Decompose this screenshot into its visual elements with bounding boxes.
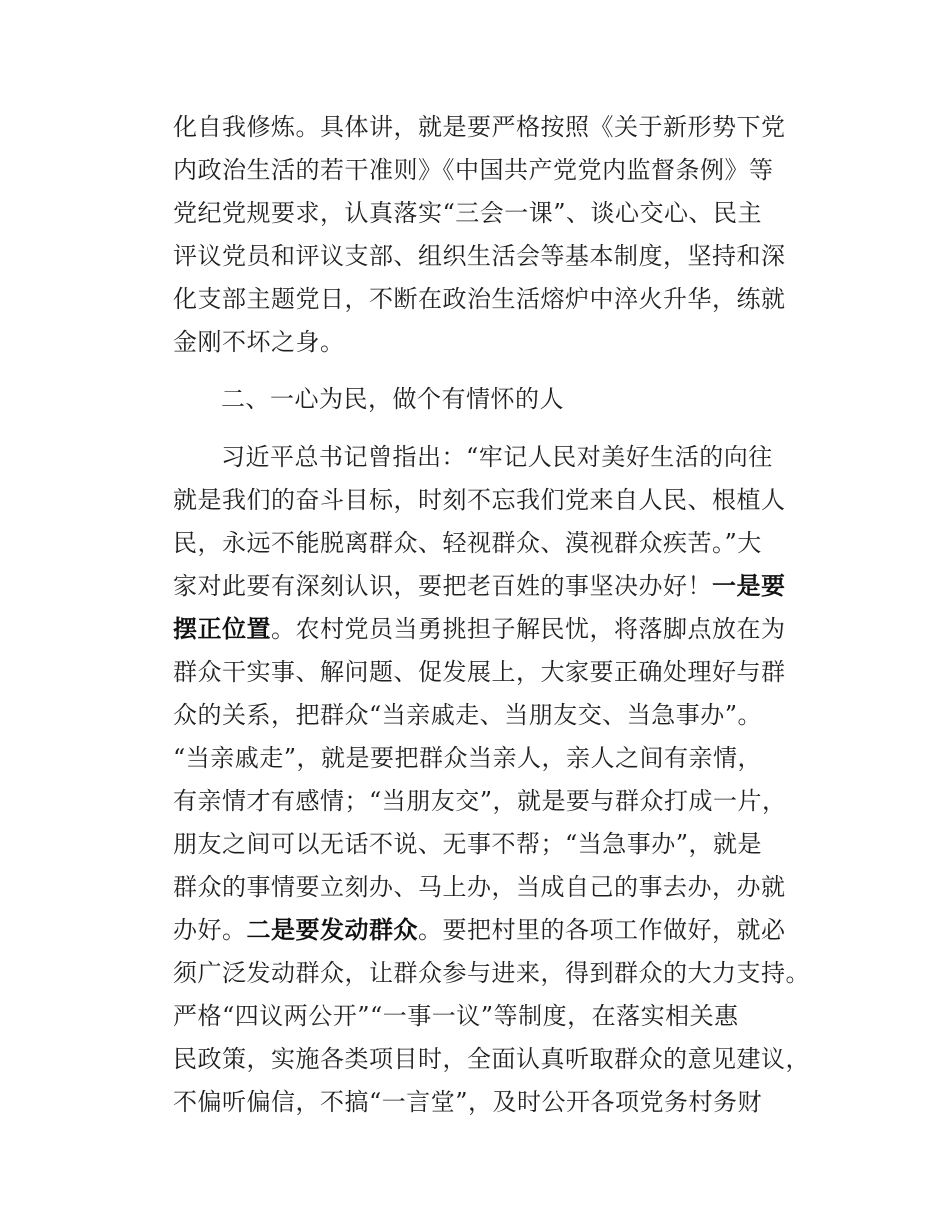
- text-line-19: [173, 910, 786, 950]
- text-line-2: [173, 150, 774, 190]
- text-segment: 。农村党员当勇挑担子解民忧，将落脚点放在为: [271, 615, 786, 643]
- text-segment: 评议党员和评议支部、组织生活会等基本制度，坚持和深: [173, 242, 786, 270]
- bold-text-segment: 一是要: [712, 572, 786, 600]
- text-segment: 化支部主题党日，不断在政治生活熔炉中淬火升华，练就: [173, 285, 786, 313]
- text-line-4: [173, 236, 786, 276]
- text-segment: 。要把村里的各项工作做好，就必: [418, 916, 786, 944]
- text-line-3: [173, 193, 762, 233]
- text-line-20: [173, 953, 810, 993]
- text-segment: 民，永远不能脱离群众、轻视群众、漠视群众疾苦。”大: [173, 529, 762, 557]
- text-segment: 须广泛发动群众，让群众参与进来，得到群众的大力支持。: [173, 959, 810, 987]
- text-line-23: [173, 1082, 762, 1122]
- text-line-16: [173, 781, 787, 821]
- section-heading: [221, 379, 564, 419]
- text-segment: 金刚不坏之身。: [173, 328, 345, 356]
- text-line-22: [173, 1039, 810, 1079]
- text-line-5: [173, 279, 786, 319]
- text-segment: 严格“四议两公开”“一事一议”等制度，在落实相关惠: [173, 1002, 739, 1030]
- text-segment: 家对此要有深刻认识，要把老百姓的事坚决办好！: [173, 572, 712, 600]
- text-line-1: [173, 107, 786, 147]
- text-line-12: [173, 609, 786, 649]
- text-segment: 不偏听偏信，不搞“一言堂”，及时公开各项党务村务财: [173, 1088, 763, 1116]
- text-line-17: [173, 824, 762, 864]
- bold-text-segment: 摆正位置: [173, 615, 271, 643]
- text-line-11: [173, 566, 786, 606]
- text-segment: 党纪党规要求，认真落实“三会一课”、谈心交心、民主: [173, 199, 763, 227]
- text-line-9: [173, 480, 786, 520]
- heading-text: 二、一心为民，做个有情怀的人: [221, 385, 564, 413]
- text-segment: 办好。: [173, 916, 247, 944]
- text-segment: “当亲戚走”，就是要把群众当亲人，亲人之间有亲情，: [173, 744, 763, 772]
- text-segment: 化自我修炼。具体讲，就是要严格按照《关于新形势下党: [173, 113, 786, 141]
- text-line-13: [173, 652, 786, 692]
- text-line-15: [173, 738, 762, 778]
- text-line-18: [173, 867, 786, 907]
- text-line-14: [173, 695, 762, 735]
- text-segment: 内政治生活的若干准则》《中国共产党党内监督条例》等: [173, 156, 774, 184]
- text-segment: 就是我们的奋斗目标，时刻不忘我们党来自人民、根植人: [173, 486, 786, 514]
- text-segment: 朋友之间可以无话不说、无事不帮；“当急事办”，就是: [173, 830, 763, 858]
- text-segment: 群众的事情要立刻办、马上办，当成自己的事去办，办就: [173, 873, 786, 901]
- text-line-21: [173, 996, 739, 1036]
- text-line-10: [173, 523, 762, 563]
- text-segment: 群众干实事、解问题、促发展上，大家要正确处理好与群: [173, 658, 786, 686]
- text-segment: 习近平总书记曾指出：“牢记人民对美好生活的向往: [221, 443, 773, 471]
- text-segment: 有亲情才有感情；“当朋友交”，就是要与群众打成一片，: [173, 787, 787, 815]
- bold-text-segment: 二是要发动群众: [246, 916, 418, 944]
- text-segment: 众的关系，把群众“当亲戚走、当朋友交、当急事办”。: [173, 701, 763, 729]
- text-line-6: [173, 322, 345, 362]
- text-line-8: [221, 437, 773, 477]
- text-segment: 民政策，实施各类项目时，全面认真听取群众的意见建议，: [173, 1045, 810, 1073]
